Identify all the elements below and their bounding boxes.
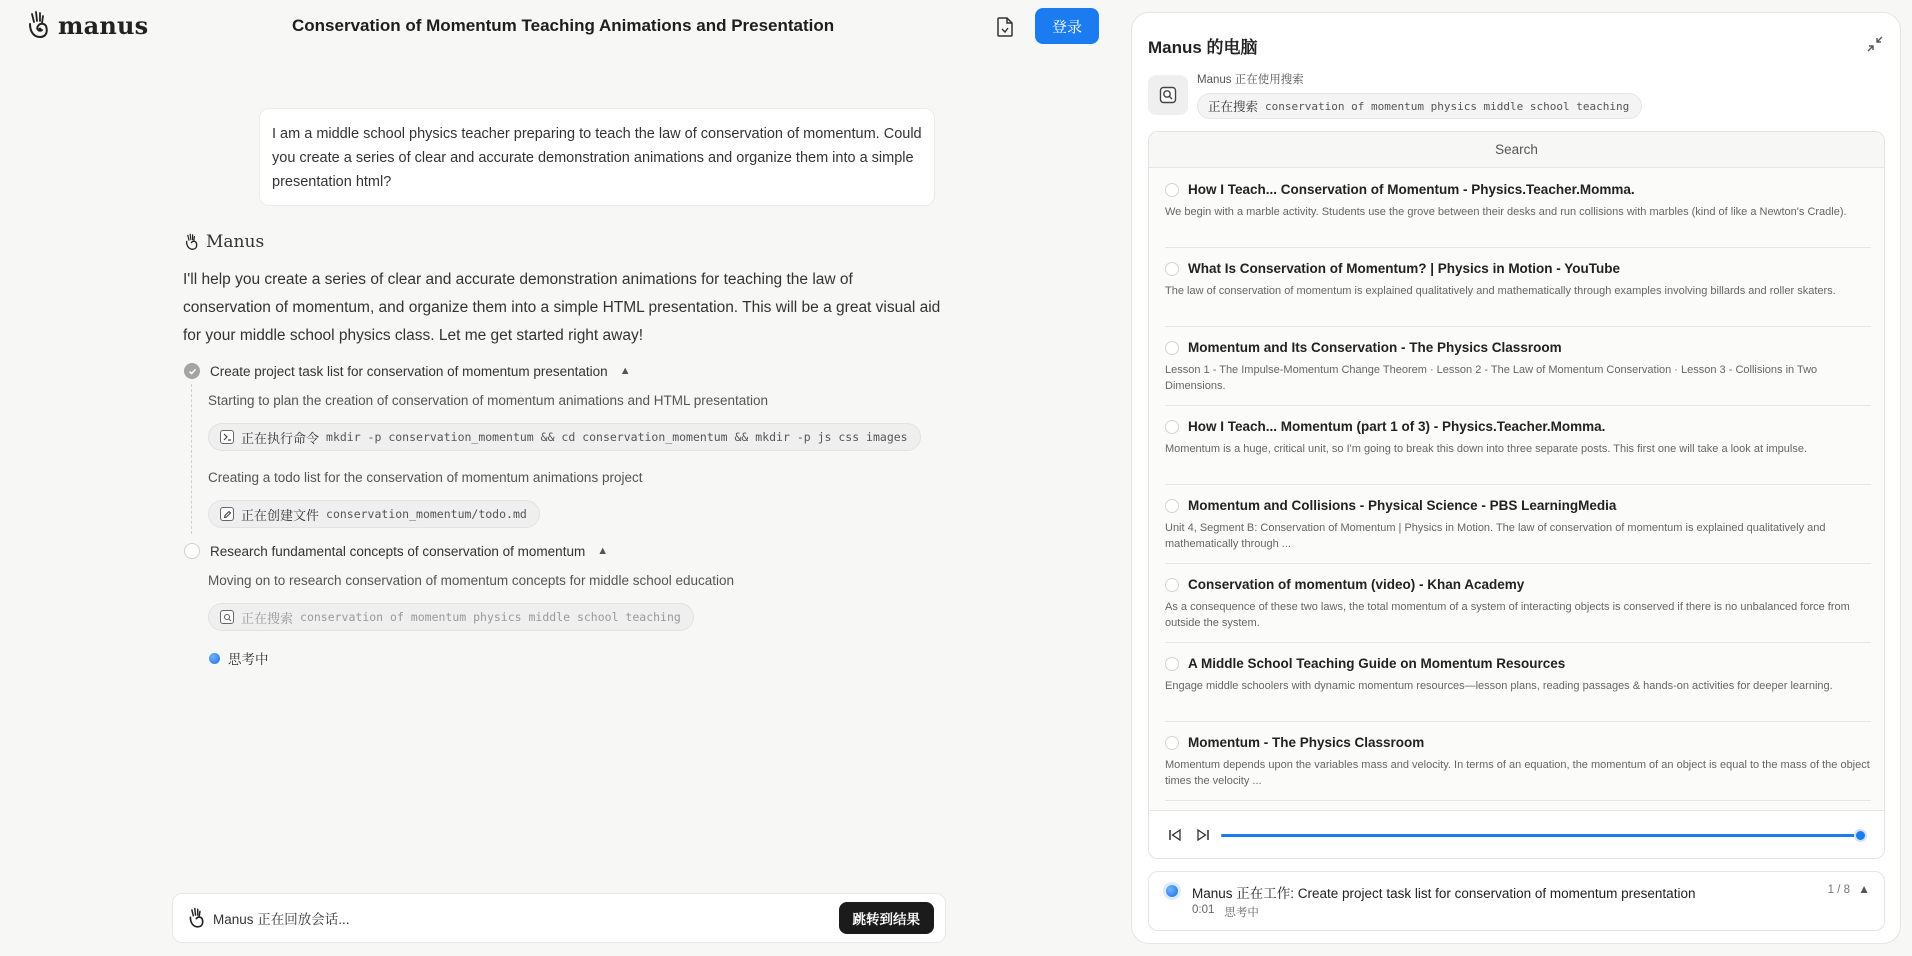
step-1-detail-2: Creating a todo list for the conservation of momentum animations project [208, 470, 643, 485]
replay-status: Manus 正在回放会话... [213, 912, 350, 927]
step-1-tool-file[interactable] [208, 500, 540, 528]
search-results [1149, 169, 1885, 811]
manus-hand-icon [26, 10, 52, 40]
search-result[interactable] [1165, 485, 1871, 564]
search-query-pill [1197, 93, 1642, 119]
step-1-header[interactable] [184, 363, 631, 379]
search-browser [1148, 131, 1885, 859]
tool-argument: conservation_momentum/todo.md [326, 507, 527, 521]
result-title[interactable]: Momentum - The Physics Classroom [1188, 735, 1425, 750]
browser-title: Search [1149, 132, 1884, 168]
tool-argument: conservation of momentum physics middle school teaching [300, 610, 681, 624]
edit-file-icon [220, 507, 234, 521]
result-title[interactable]: How I Teach... Momentum (part 1 of 3) - Physics.Teacher.Momma. [1188, 419, 1606, 434]
result-marker-icon [1165, 420, 1179, 434]
search-result[interactable] [1165, 248, 1871, 327]
skip-back-button[interactable] [1165, 825, 1185, 845]
result-snippet: The law of conservation of momentum is explained qualitatively and mathematically through examples involving billards and roller skaters. [1165, 285, 1836, 297]
result-marker-icon [1165, 578, 1179, 592]
chevron-up-icon[interactable]: ▲ [1858, 882, 1870, 896]
result-marker-icon [1165, 183, 1179, 197]
playback-controls [1149, 810, 1885, 858]
result-snippet: We begin with a marble activity. Students use the grove between their desks and run collisions with marbles (kind of like a Newton's Cradle). [1165, 206, 1847, 218]
pending-circle-icon [184, 543, 200, 559]
file-icon [996, 17, 1014, 37]
manus-hand-icon [184, 233, 200, 251]
skip-back-icon [1168, 828, 1182, 842]
skip-forward-button[interactable] [1193, 825, 1213, 845]
result-marker-icon [1165, 499, 1179, 513]
logo-text: manus [58, 10, 149, 40]
user-message: I am a middle school physics teacher preparing to teach the law of conservation of momentum. Could you create a series of clear and accurate demonstration animations and organize them into a simple presentation html? [259, 108, 935, 206]
status-title: Manus 正在工作: Create project task list for conservation of momentum presentation [1192, 886, 1696, 901]
status-thinking: 思考中 [1224, 907, 1259, 919]
completed-check-icon [184, 363, 200, 379]
status-detail [1192, 904, 1259, 920]
result-title[interactable]: A Middle School Teaching Guide on Momentum Resources [1188, 656, 1566, 671]
assistant-name: Manus [206, 232, 265, 252]
search-result[interactable] [1165, 327, 1871, 406]
tool-label: 正在搜索 [1208, 100, 1259, 114]
search-result[interactable] [1165, 564, 1871, 643]
result-snippet: Momentum depends upon the variables mass and velocity. In terms of an equation, the momentum of an object is equal to the mass of the object times the velocity ... [1165, 759, 1870, 787]
working-dot-icon [1166, 885, 1178, 897]
search-result[interactable] [1165, 722, 1871, 801]
result-snippet: Momentum is a huge, critical unit, so I'm going to break this down into three separate posts. This first one will take a look at impulse. [1165, 443, 1808, 455]
step-2-header[interactable] [184, 543, 608, 559]
tool-label: 正在创建文件 [241, 507, 320, 523]
assistant-header [184, 232, 264, 252]
computer-panel [1131, 12, 1901, 944]
result-marker-icon [1165, 657, 1179, 671]
step-2-detail: Moving on to research conservation of momentum concepts for middle school education [208, 573, 735, 588]
jump-to-result-button[interactable]: 跳转到结果 [839, 902, 935, 934]
result-marker-icon [1165, 341, 1179, 355]
result-snippet: As a consequence of these two laws, the total momentum of a system of interacting objects is conserved if there is no unbalanced force from outside the system. [1165, 601, 1850, 629]
thinking-label: 思考中 [228, 652, 269, 667]
playback-track[interactable] [1221, 834, 1861, 837]
task-status-card[interactable] [1148, 871, 1885, 931]
step-1-title: Create project task list for conservation of momentum presentation [210, 363, 608, 379]
search-result[interactable] [1165, 169, 1871, 248]
result-title[interactable]: What Is Conservation of Momentum? | Physics in Motion - YouTube [1188, 261, 1621, 276]
result-title[interactable]: Momentum and Its Conservation - The Physics Classroom [1188, 340, 1562, 355]
tool-argument: mkdir -p conservation_momentum && cd conservation_momentum && mkdir -p js css images [326, 430, 908, 444]
search-result[interactable] [1165, 643, 1871, 722]
tool-status: Manus 正在使用搜索 [1197, 74, 1304, 86]
login-button[interactable]: 登录 [1035, 8, 1099, 44]
step-connector [191, 384, 192, 534]
result-title[interactable]: Conservation of momentum (video) - Khan Academy [1188, 577, 1525, 592]
terminal-icon [220, 430, 234, 444]
status-time: 0:01 [1192, 904, 1215, 916]
step-2-tool-search[interactable] [208, 603, 694, 631]
step-1-detail: Starting to plan the creation of conservation of momentum animations and HTML presentation [208, 393, 769, 408]
result-marker-icon [1165, 262, 1179, 276]
result-snippet: Lesson 1 - The Impulse-Momentum Change Theorem · Lesson 2 - The Law of Momentum Conservation · Lesson 3 - Collisions in Two Dimensions. [1165, 364, 1818, 392]
result-snippet: Engage middle schoolers with dynamic momentum resources—lesson plans, reading passages & hands-on activities for deeper learning. [1165, 680, 1833, 692]
chevron-up-icon[interactable]: ▲ [619, 365, 631, 377]
manus-logo[interactable] [26, 10, 148, 40]
result-title[interactable]: Momentum and Collisions - Physical Science - PBS LearningMedia [1188, 498, 1617, 513]
thinking-dot-icon [209, 653, 220, 664]
tool-label: 正在执行命令 [241, 430, 320, 446]
manus-hand-icon [187, 907, 207, 929]
search-query: conservation of momentum physics middle school teaching [1265, 99, 1630, 113]
chevron-up-icon[interactable]: ▲ [597, 545, 609, 557]
search-result[interactable] [1165, 406, 1871, 485]
collapse-icon [1866, 35, 1884, 53]
result-snippet: Unit 4, Segment B: Conservation of Momentum | Physics in Motion. The law of conservation of momentum is explained qualitatively and mathematically through ... [1165, 522, 1826, 550]
thinking-indicator [209, 648, 269, 668]
step-counter: 1 / 8 [1827, 884, 1850, 896]
files-button[interactable] [992, 14, 1018, 40]
collapse-button[interactable] [1864, 33, 1886, 55]
tool-label: 正在搜索 [241, 610, 294, 626]
replay-bar [172, 893, 946, 943]
result-marker-icon [1165, 736, 1179, 750]
search-tool-icon [1148, 75, 1188, 115]
page-title: Conservation of Momentum Teaching Animations and Presentation [292, 16, 835, 35]
assistant-message: I'll help you create a series of clear and accurate demonstration animations for teaching the law of conservation of momentum, and organize them into a simple HTML presentation. This will be a great visual aid for your middle school physics class. Let me get started right away! [183, 271, 941, 344]
step-2-title: Research fundamental concepts of conservation of momentum [210, 543, 586, 559]
result-title[interactable]: How I Teach... Conservation of Momentum - Physics.Teacher.Momma. [1188, 182, 1635, 197]
computer-title: Manus 的电脑 [1148, 38, 1258, 57]
step-1-tool-command[interactable] [208, 423, 921, 451]
skip-forward-icon [1196, 828, 1210, 842]
playback-knob[interactable] [1854, 829, 1867, 842]
search-icon [220, 610, 234, 624]
